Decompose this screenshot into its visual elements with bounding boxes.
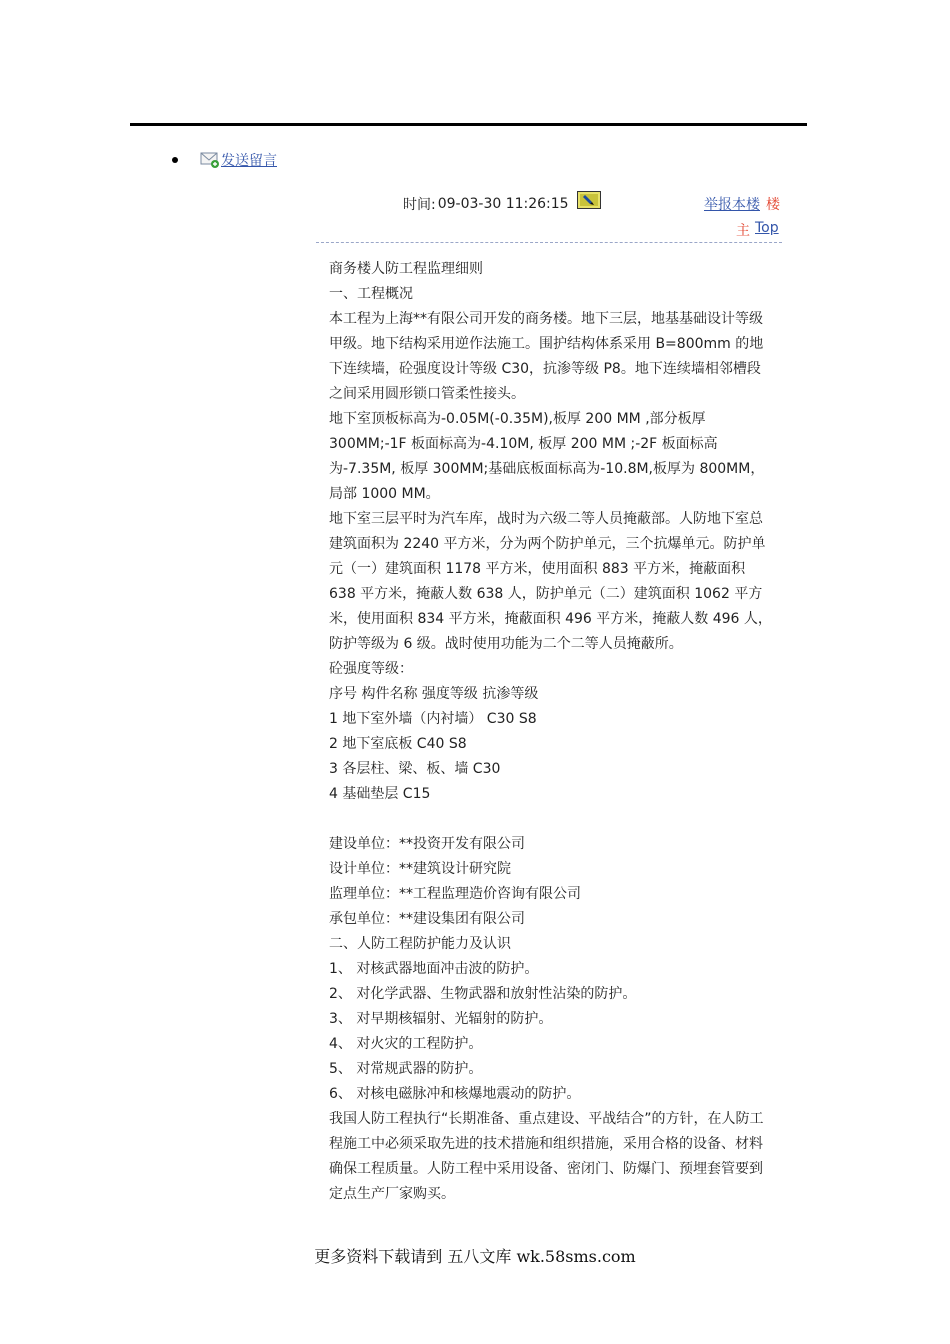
bullet-icon [172, 157, 178, 163]
list-item: 6、 对核电磁脉冲和核爆地震动的防护。 [329, 1086, 581, 1102]
paragraph: 地下室顶板标高为-0.05M(-0.35M),板厚 200 MM ,部分板厚 300MM;-1F 板面标高为-4.10M, 板厚 200 MM ;-2F 板面标高为-7.35M, 板厚 300MM;基础底板面标高为-10.8M,板厚为 800MM，局部 1000 MM。 [329, 411, 765, 502]
send-message-item [172, 148, 277, 172]
unit-line: 设计单位：**建筑设计研究院 [329, 861, 511, 877]
paragraph: 地下室三层平时为汽车库，战时为六级二等人员掩蔽部。人防地下室总建筑面积为 2240 平方米，分为两个防护单元，三个抗爆单元。防护单元（一）建筑面积 1178 平方米，使用面积 883 平方米，掩蔽面积 638 平方米，掩蔽人数 638 人，防护单元（二）建筑面积 1062 平方米，使用面积 834 平方米，掩蔽面积 496 平方米，掩蔽人数 496 人，防护等级为 6 级。战时使用功能为二个二等人员掩蔽所。 [329, 511, 772, 652]
footer-text: 更多资料下载请到 五八文库 wk.58sms.com [314, 1247, 636, 1266]
edit-icon[interactable] [577, 191, 601, 209]
list-item: 5、 对常规武器的防护。 [329, 1061, 483, 1077]
back-to-top-link[interactable]: Top [755, 220, 779, 236]
list-item: 4、 对火灾的工程防护。 [329, 1036, 483, 1052]
floor-label-2: 主 [736, 223, 750, 239]
text-line: 砼强度等级： [329, 661, 413, 677]
table-row-line: 2 地下室底板 C40 S8 [329, 736, 467, 752]
paragraph: 本工程为上海**有限公司开发的商务楼。地下三层，地基基础设计等级甲级。地下结构采用逆作法施工。围护结构体系采用 B=800mm 的地下连续墙，砼强度设计等级 C30，抗渗等级 P8。地下连续墙相邻槽段之间采用圆形锁口管柔性接头。 [329, 311, 764, 402]
send-message-label: 发送留言 [221, 153, 277, 169]
post-body [329, 257, 774, 1207]
list-item: 2、 对化学武器、生物武器和放射性沾染的防护。 [329, 986, 637, 1002]
floor-label-1: 楼 [766, 197, 780, 213]
list-item: 1、 对核武器地面冲击波的防护。 [329, 961, 539, 977]
table-row-line: 4 基础垫层 C15 [329, 786, 431, 802]
table-row-line: 3 各层柱、梁、板、墙 C30 [329, 761, 501, 777]
report-floor-link[interactable]: 举报本楼 [704, 197, 760, 213]
send-message-link[interactable] [200, 150, 277, 170]
table-header-line: 序号 构件名称 强度等级 抗渗等级 [329, 686, 539, 702]
post-time [403, 194, 569, 214]
paragraph: 我国人防工程执行“长期准备、重点建设、平战结合”的方针，在人防工程施工中必须采取先进的技术措施和组织措施，采用合格的设备、材料确保工程质量。人防工程中采用设备、密闭门、防爆门、预埋套管要到定点生产厂家购买。 [329, 1111, 764, 1202]
dashed-divider [316, 242, 782, 243]
time-value: 09-03-30 11:26:15 [437, 196, 569, 212]
post-title: 商务楼人防工程监理细则 [329, 261, 483, 277]
time-label: 时间: [403, 197, 436, 213]
unit-line: 建设单位：**投资开发有限公司 [329, 836, 525, 852]
list-item: 3、 对早期核辐射、光辐射的防护。 [329, 1011, 553, 1027]
section-heading: 二、人防工程防护能力及认识 [329, 936, 511, 952]
section-heading: 一、工程概况 [329, 286, 413, 302]
top-divider [130, 123, 807, 126]
unit-line: 监理单位：**工程监理造价咨询有限公司 [329, 886, 581, 902]
mail-icon [200, 151, 220, 169]
unit-line: 承包单位：**建设集团有限公司 [329, 911, 525, 927]
table-row-line: 1 地下室外墙（内衬墙） C30 S8 [329, 711, 537, 727]
blank-line [329, 807, 774, 832]
